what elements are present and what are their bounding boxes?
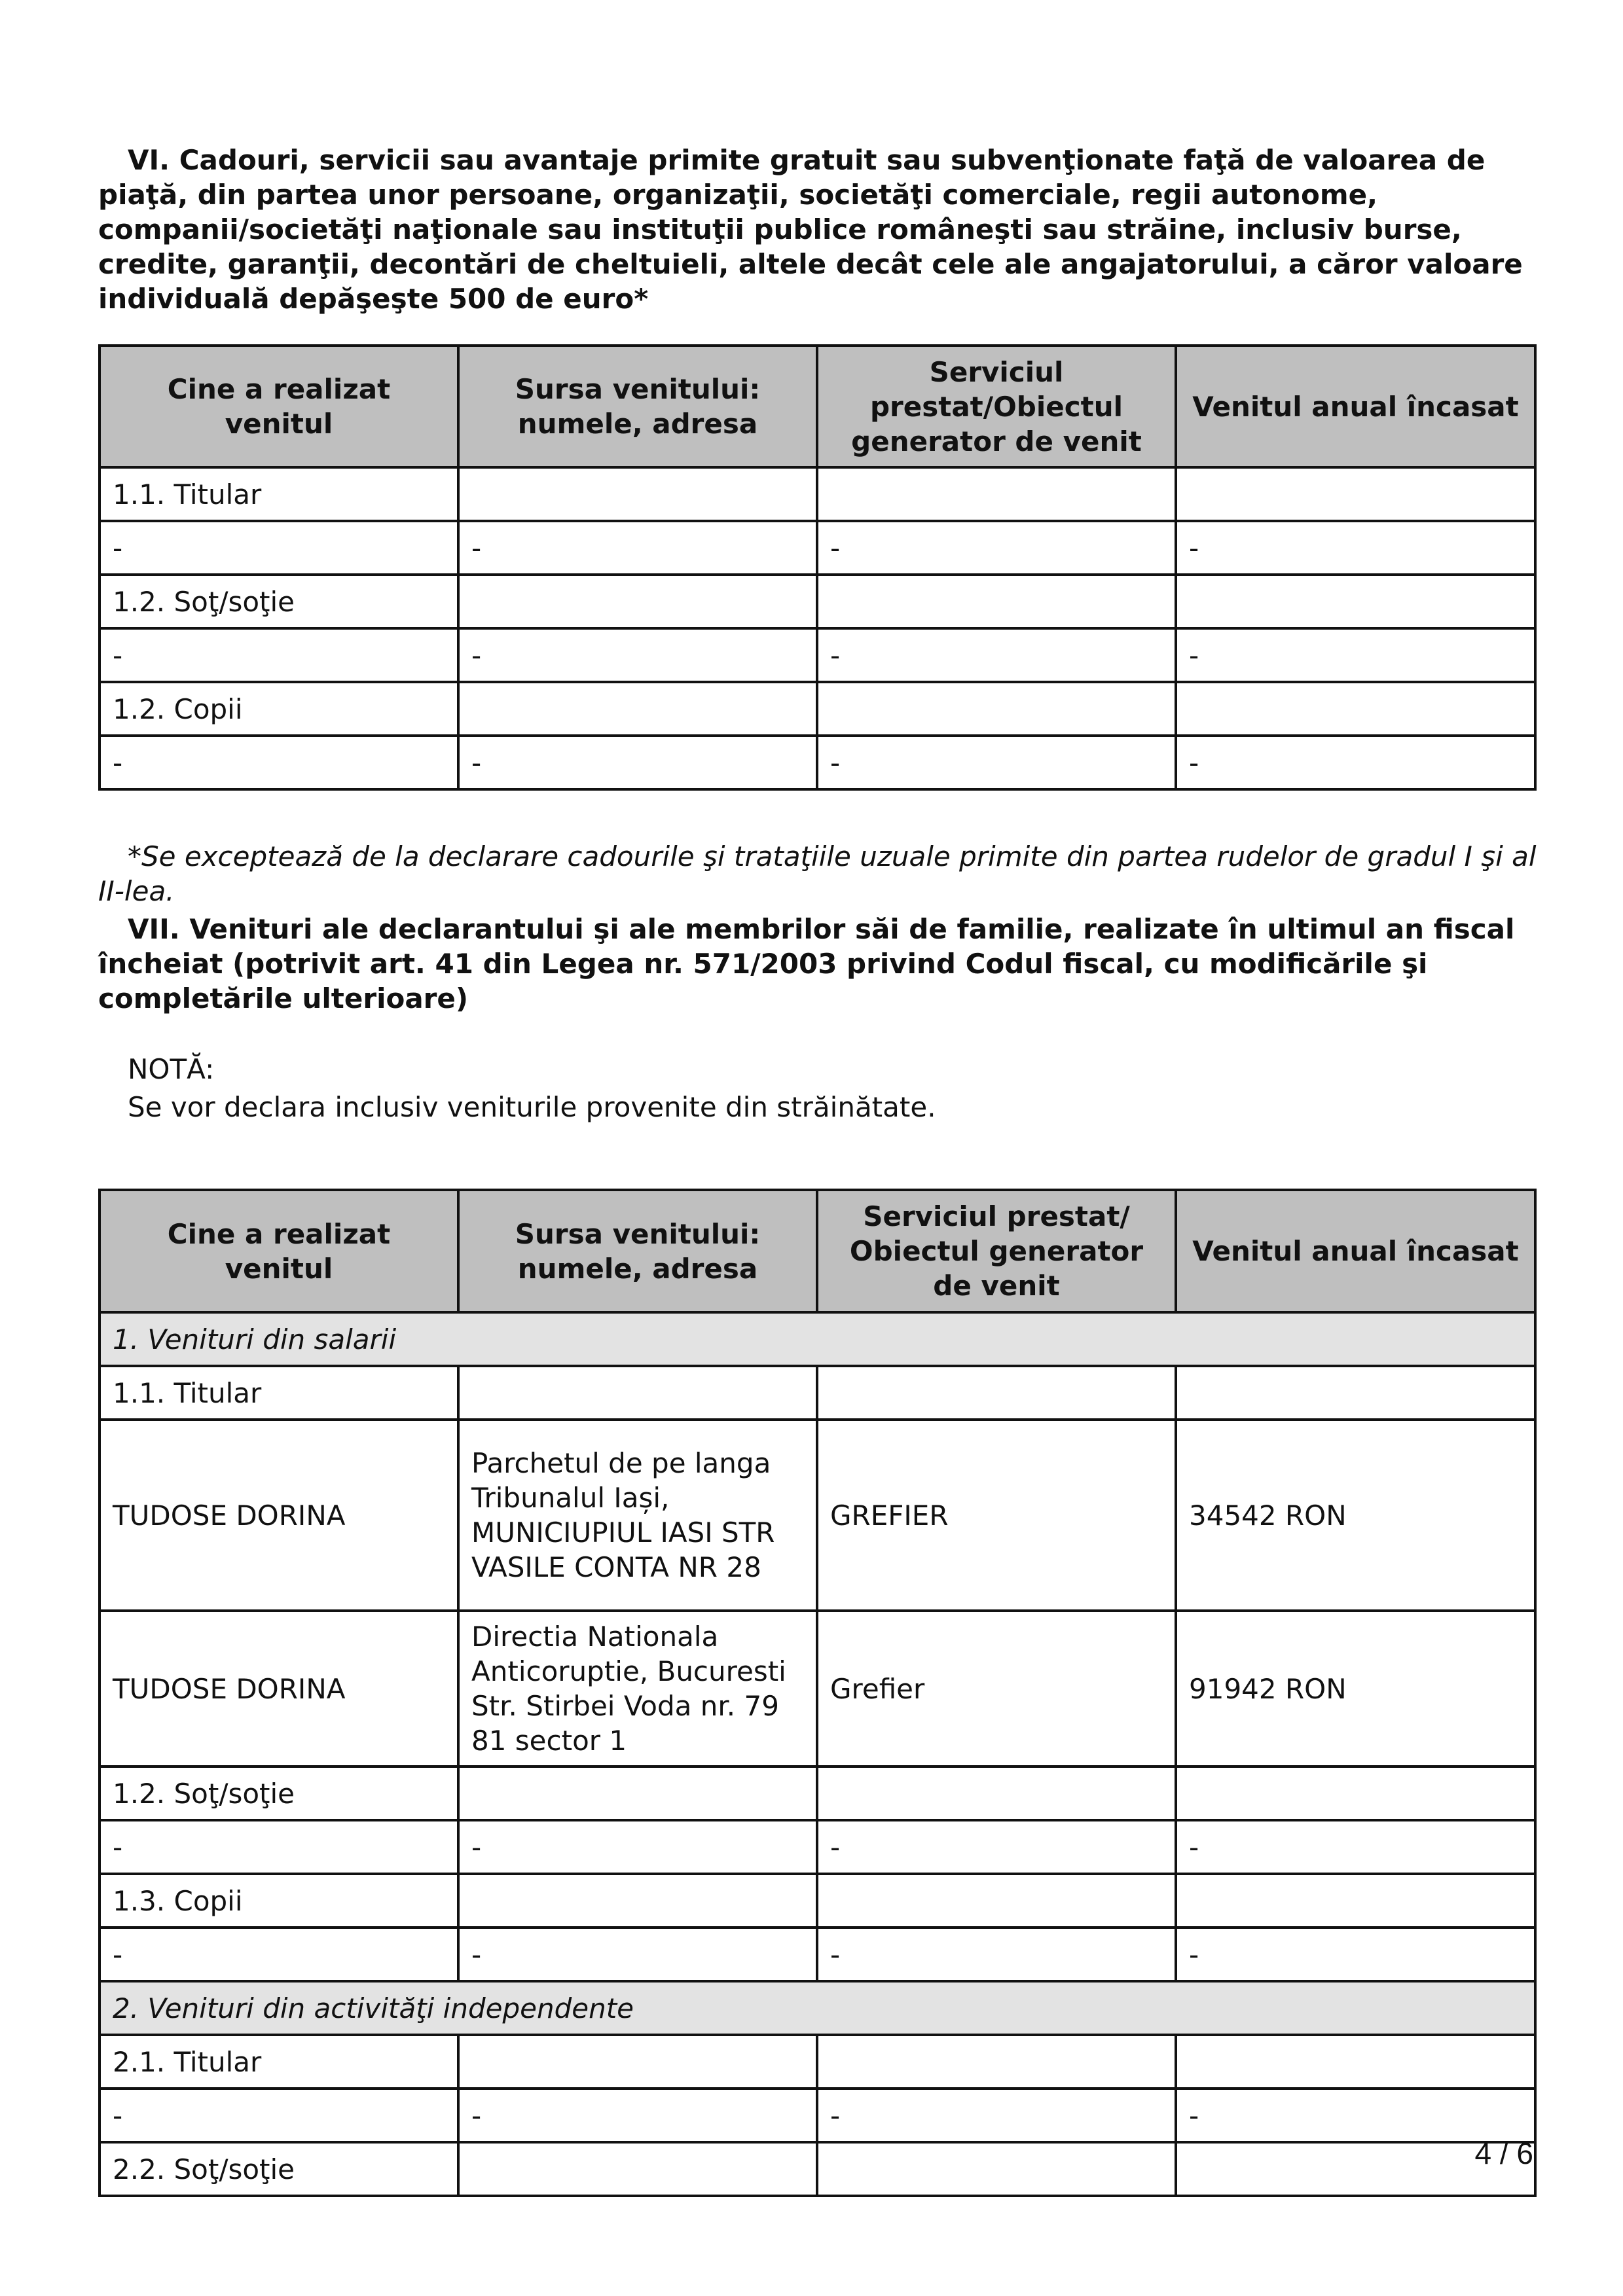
table-cell [458, 467, 817, 521]
column-header: Sursa venitului: numele, adresa [458, 346, 817, 467]
table-cell [458, 682, 817, 736]
table-cell [817, 575, 1176, 628]
table-cell: - [1176, 2089, 1535, 2142]
table-cell: TUDOSE DORINA [100, 1611, 458, 1767]
table-cell: - [458, 736, 817, 789]
table-row [100, 575, 1535, 628]
table-cell: 2.1. Titular [100, 2035, 458, 2089]
table-cell: Directia Nationala Anticoruptie, Bucuresti Str. Stirbei Voda nr. 79 81 sector 1 [458, 1611, 817, 1767]
table-cell [1176, 1874, 1535, 1928]
column-header: Cine a realizat venitul [100, 1190, 458, 1312]
table-cell [817, 467, 1176, 521]
table-cell: - [1176, 736, 1535, 789]
table-cell: Parchetul de pe langa Tribunalul Iași, MUNICIUPIUL IASI STR VASILE CONTA NR 28 [458, 1420, 817, 1611]
section-6-heading: VI. Cadouri, servicii sau avantaje primite gratuit sau subvenţionate faţă de valoarea de piaţă, din partea unor persoane, organizaţii, societăţi comerciale, regii autonome, companii/societăţi naţionale sau instituţii publice româneşti sau străine, inclusiv burse, credite, garanţii, decontări de cheltuieli, altele decât cele ale angajatorului, a căror valoare individuală depăşeşte 500 de euro* [98, 144, 1523, 315]
table-row [100, 1874, 1535, 1928]
table-cell: 91942 RON [1176, 1611, 1535, 1767]
table-cell: 1.3. Copii [100, 1874, 458, 1928]
table-cell [1176, 467, 1535, 521]
table-cell: - [1176, 1820, 1535, 1874]
note-label: NOTĂ: [128, 1053, 215, 1085]
column-header: Cine a realizat venitul [100, 346, 458, 467]
table-cell [817, 1366, 1176, 1420]
table-cell [817, 2035, 1176, 2089]
section-7-heading: VII. Venituri ale declarantului şi ale membrilor săi de familie, realizate în ultimul an fiscal încheiat (potrivit art. 41 din Legea nr. 571/2003 privind Codul fiscal, cu modificările şi completările ulterioare) [98, 913, 1515, 1014]
table-cell [1176, 1366, 1535, 1420]
table-cell: - [1176, 521, 1535, 575]
table-cell: - [817, 1820, 1176, 1874]
table-cell: - [817, 628, 1176, 682]
table-cell [1176, 1767, 1535, 1820]
table-cell: - [817, 736, 1176, 789]
table-cell: - [458, 1928, 817, 1981]
column-header: Venitul anual încasat [1176, 1190, 1535, 1312]
section-label: 1. Venituri din salarii [100, 1312, 1535, 1366]
section-row [100, 1312, 1535, 1366]
table-cell: 1.2. Soţ/soţie [100, 575, 458, 628]
table-cell: - [100, 1928, 458, 1981]
table-cell [458, 2142, 817, 2196]
table-cell: - [100, 736, 458, 789]
table-row [100, 1420, 1535, 1611]
table-cell [458, 1767, 817, 1820]
table-cell: 34542 RON [1176, 1420, 1535, 1611]
table-row [100, 1820, 1535, 1874]
table-row [100, 2035, 1535, 2089]
table-cell: 1.1. Titular [100, 467, 458, 521]
table-cell [1176, 2035, 1535, 2089]
table-header-row [100, 1190, 1535, 1312]
table-header-row [100, 346, 1535, 467]
table-cell [817, 1874, 1176, 1928]
table-row [100, 682, 1535, 736]
table-cell: Grefier [817, 1611, 1176, 1767]
gifts-footnote: *Se exceptează de la declarare cadourile şi trataţiile uzuale primite din partea rudelor de gradul I şi al II-lea. [98, 840, 1537, 907]
table-row [100, 1366, 1535, 1420]
table-cell: - [100, 2089, 458, 2142]
table-cell [817, 1767, 1176, 1820]
table-cell [458, 2035, 817, 2089]
gifts-table [98, 344, 1537, 791]
table-row [100, 521, 1535, 575]
section-row [100, 1981, 1535, 2035]
table-cell: - [817, 521, 1176, 575]
table-row [100, 1611, 1535, 1767]
table-cell: - [458, 521, 817, 575]
table-cell: 2.2. Soţ/soţie [100, 2142, 458, 2196]
table-cell: TUDOSE DORINA [100, 1420, 458, 1611]
table-row [100, 628, 1535, 682]
table-cell [817, 682, 1176, 736]
table-cell: 1.1. Titular [100, 1366, 458, 1420]
table-row [100, 1767, 1535, 1820]
column-header: Sursa venitului: numele, adresa [458, 1190, 817, 1312]
table-cell: - [458, 1820, 817, 1874]
table-cell [1176, 682, 1535, 736]
table-cell: - [458, 628, 817, 682]
table-cell: - [1176, 1928, 1535, 1981]
table-cell: - [458, 2089, 817, 2142]
table-row [100, 2142, 1535, 2196]
column-header: Serviciul prestat/ Obiectul generator de venit [817, 1190, 1176, 1312]
table-cell [458, 1366, 817, 1420]
table-cell: - [817, 1928, 1176, 1981]
table-row [100, 1928, 1535, 1981]
table-cell [458, 575, 817, 628]
section-label: 2. Venituri din activităţi independente [100, 1981, 1535, 2035]
table-cell [1176, 575, 1535, 628]
income-table [98, 1189, 1537, 2197]
column-header: Serviciul prestat/Obiectul generator de venit [817, 346, 1176, 467]
table-row [100, 467, 1535, 521]
table-cell: - [100, 521, 458, 575]
note-text: Se vor declara inclusiv veniturile provenite din străinătate. [128, 1091, 936, 1123]
table-cell: 1.2. Soţ/soţie [100, 1767, 458, 1820]
table-cell: 1.2. Copii [100, 682, 458, 736]
table-cell: - [1176, 628, 1535, 682]
table-cell: - [817, 2089, 1176, 2142]
table-row [100, 736, 1535, 789]
page-number: 4 / 6 [1474, 2136, 1533, 2170]
table-cell: - [100, 628, 458, 682]
column-header: Venitul anual încasat [1176, 346, 1535, 467]
table-cell: GREFIER [817, 1420, 1176, 1611]
table-cell: - [100, 1820, 458, 1874]
table-cell [817, 2142, 1176, 2196]
table-cell [458, 1874, 817, 1928]
table-row [100, 2089, 1535, 2142]
